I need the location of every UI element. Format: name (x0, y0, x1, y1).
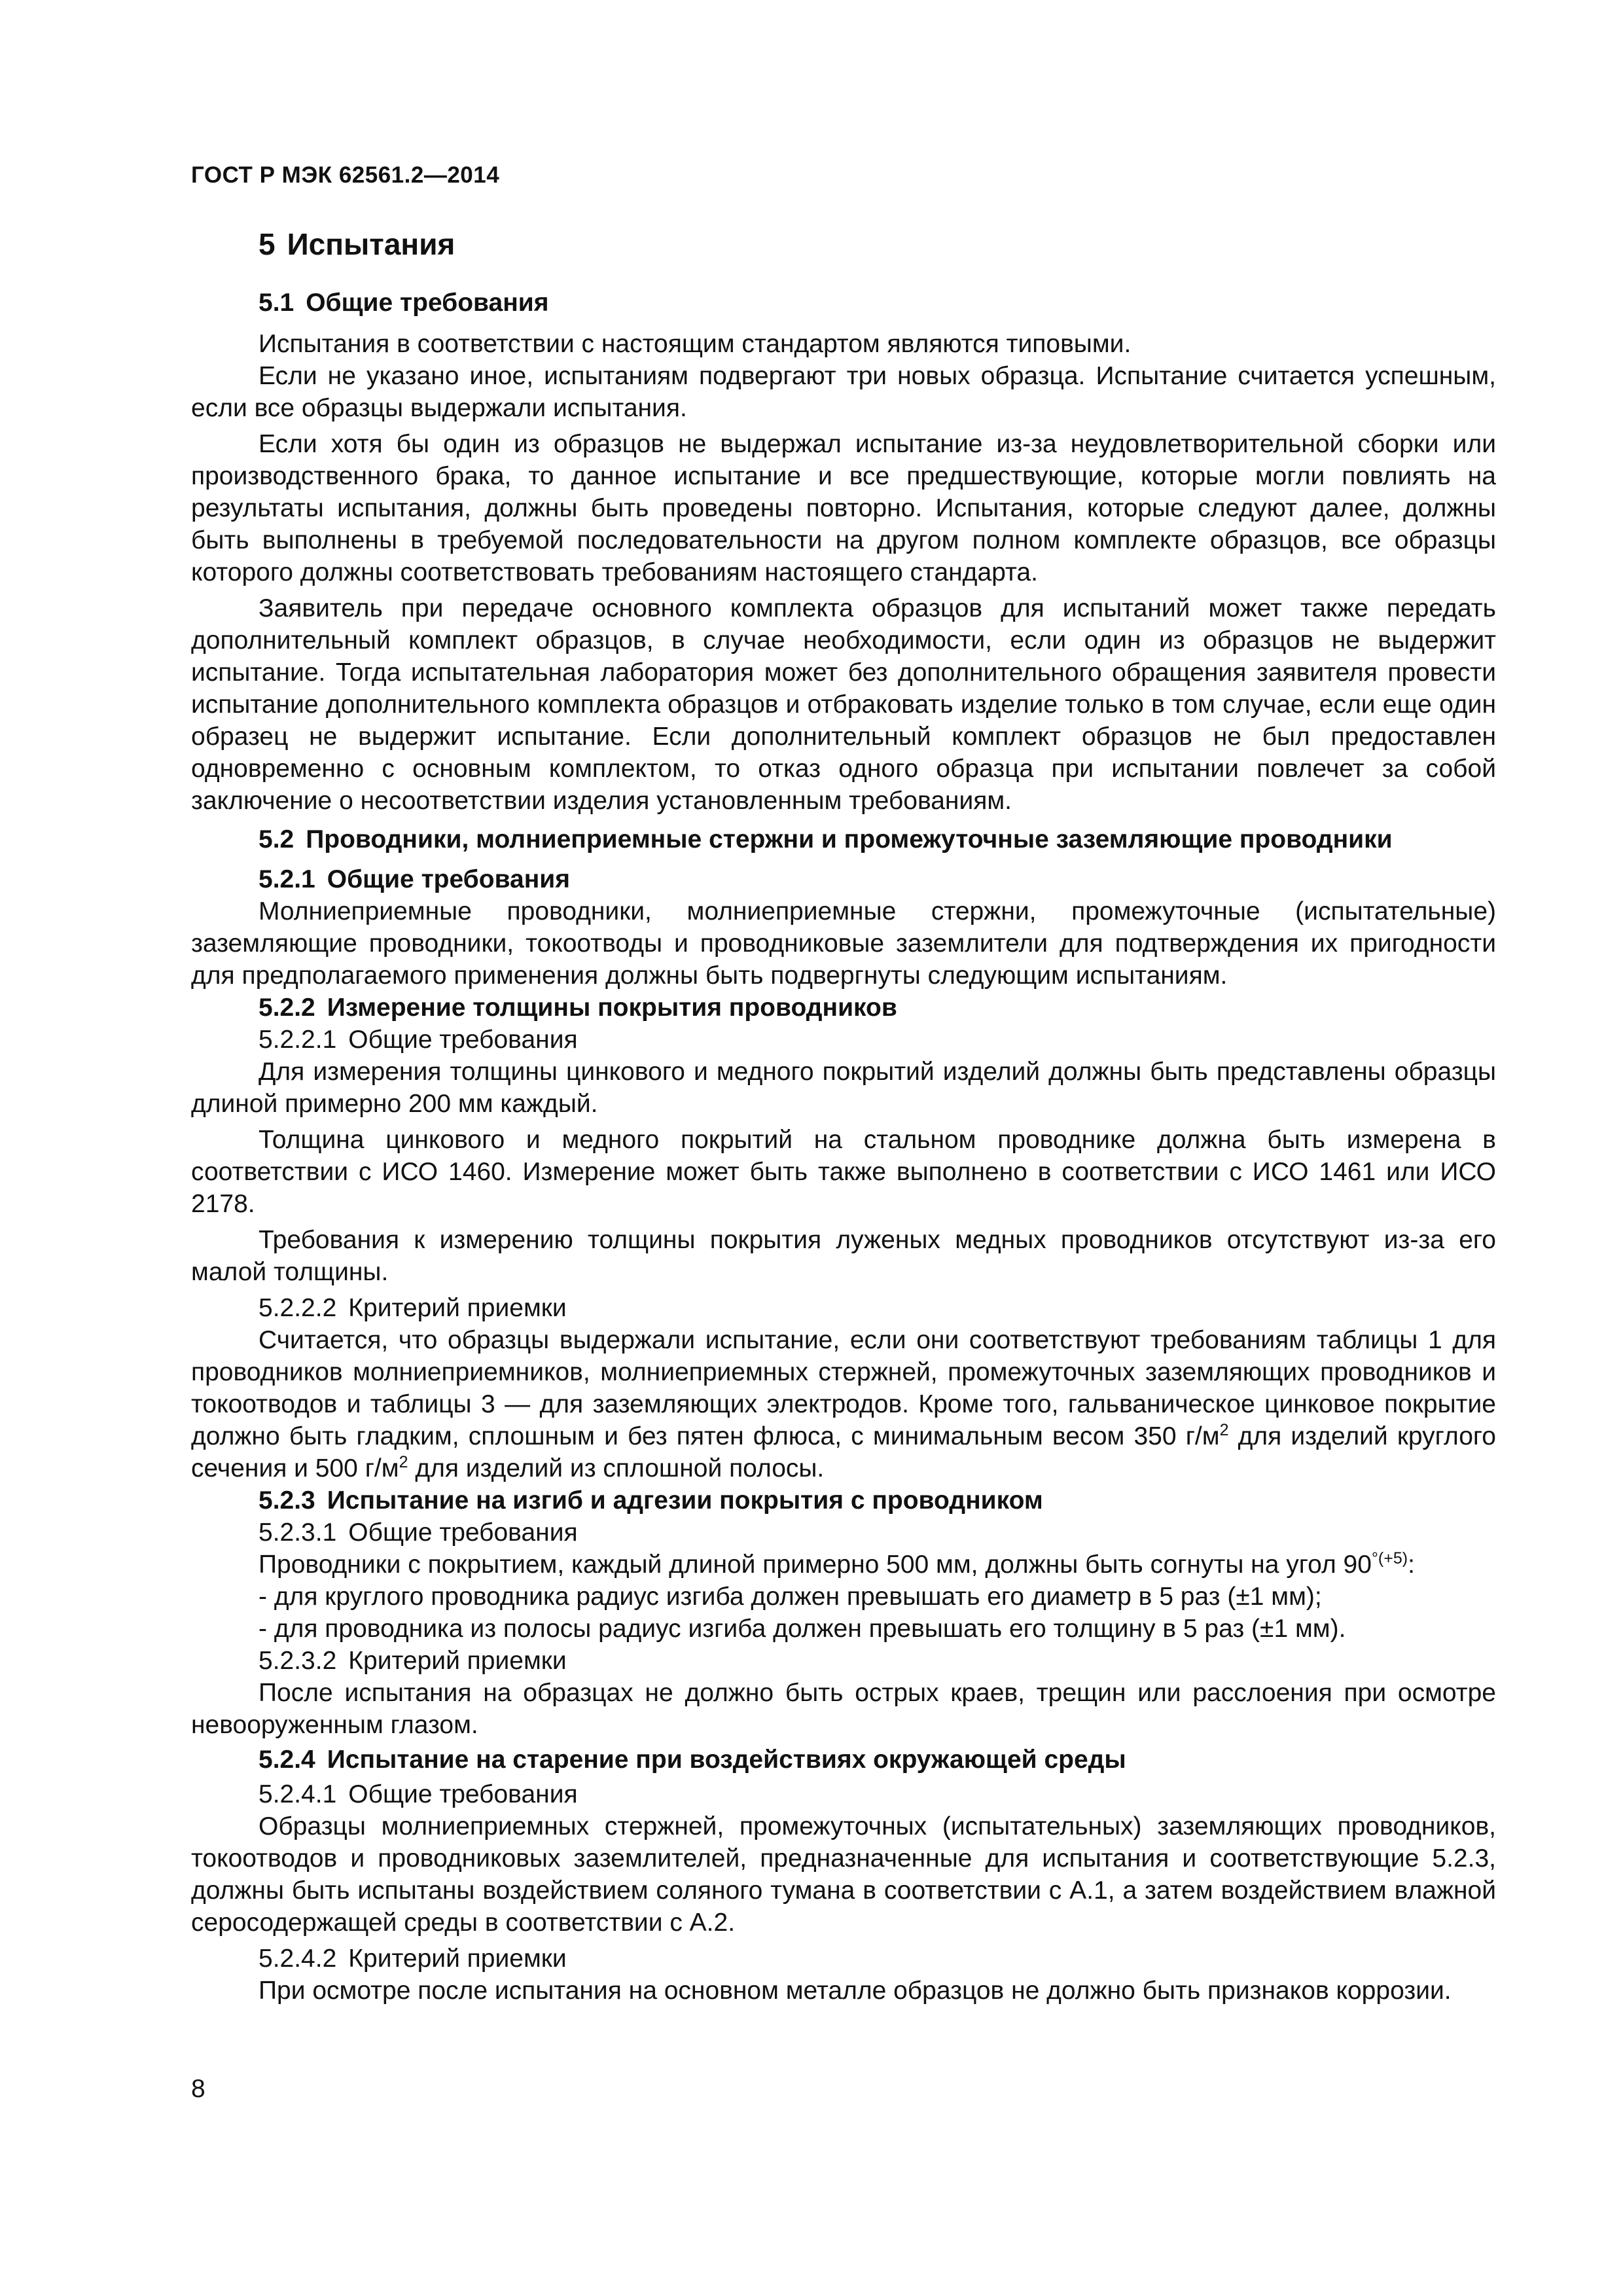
text-run: : (1408, 1551, 1415, 1579)
paragraph: Если хотя бы один из образцов не выдержал испытание из-за неудовлетворительной сборки или производственного брака, то данное испытание и все предшествующие, которые могли повлиять на результаты испытания, должны быть проведены повторно. Испытания, которые следуют далее, должны быть выполнены в требуемой последовательности на другом полном комплекте образцов, все образцы которого должны соответствовать требованиям настоящего стандарта. (191, 430, 1496, 586)
paragraph (191, 1549, 1496, 1581)
section-5-2-4-2-heading (191, 1943, 1496, 1975)
list-item: - для проводника из полосы радиус изгиба должен превышать его толщину в 5 раз (±1 мм). (259, 1615, 1346, 1643)
paragraph: Толщина цинкового и медного покрытий на стальном проводнике должна быть измерена в соответствии с ИСО 1460. Измерение может быть также выполнено в соответствии с ИСО 1461 или ИСО 2178. (191, 1126, 1496, 1218)
list-item: - для круглого проводника радиус изгиба должен превышать его диаметр в 5 раз (±1 мм); (259, 1583, 1322, 1611)
superscript: 2 (399, 1453, 408, 1471)
superscript: 2 (1219, 1421, 1229, 1439)
section-5-2-3-1-heading (191, 1516, 1496, 1549)
section-5-2-2-2-heading (191, 1292, 1496, 1324)
section-title: Общие требования (306, 289, 549, 317)
paragraph: Если не указано иное, испытаниям подвергают три новых образца. Испытание считается успешным, если все образцы выдержали испытания. (191, 362, 1496, 422)
paragraph: Молниеприемные проводники, молниеприемные стержни, промежуточные (испытательные) заземляющие проводники, токоотводы и проводниковые заземлители для подтверждения их пригодности для предполагаемого применения должны быть подвергнуты следующим испытаниям. (191, 897, 1496, 990)
section-number: 5.2.2.2 (259, 1294, 337, 1322)
section-5-2-4-1-heading (191, 1778, 1496, 1810)
section-number: 5 (259, 227, 276, 261)
section-title: Критерий приемки (348, 1945, 567, 1973)
section-5-2-3-heading (191, 1484, 1496, 1516)
text-run: для изделий из сплошной полосы. (408, 1454, 825, 1482)
section-number: 5.2.1 (259, 865, 315, 893)
section-number: 5.2.4.1 (259, 1780, 337, 1808)
section-number: 5.2.3.1 (259, 1518, 337, 1547)
paragraph: Для измерения толщины цинкового и медного покрытий изделий должны быть представлены образцы длиной примерно 200 мм каждый. (191, 1058, 1496, 1118)
section-5-2-4-heading (191, 1744, 1496, 1776)
section-number: 5.2.4 (259, 1746, 315, 1774)
section-5-heading (259, 225, 1496, 263)
section-number: 5.2 (259, 825, 294, 853)
document-header: ГОСТ Р МЭК 62561.2—2014 (191, 162, 500, 188)
section-title: Критерий приемки (348, 1647, 567, 1675)
section-title: Испытание на изгиб и адгезии покрытия с проводником (327, 1486, 1043, 1515)
section-number: 5.2.3 (259, 1486, 315, 1515)
superscript: °(+5) (1371, 1549, 1408, 1568)
section-title: Общие требования (327, 865, 571, 893)
paragraph: Испытания в соответствии с настоящим стандартом являются типовыми. (259, 330, 1132, 358)
paragraph: После испытания на образцах не должно быть острых краев, трещин или расслоения при осмотре невооруженным глазом. (191, 1679, 1496, 1739)
section-title: Общие требования (348, 1518, 578, 1547)
paragraph: Образцы молниеприемных стержней, промежуточных (испытательных) заземляющих проводников, токоотводов и проводниковых заземлителей, предназначенные для испытания и соответствующие 5.2.3, должны быть испытаны воздействием соляного тумана в соответствии с А.1, а затем воздействием влажной серосодержащей среды в соответствии с А.2. (191, 1812, 1496, 1937)
section-5-2-2-1-heading (191, 1024, 1496, 1056)
section-number: 5.2.2.1 (259, 1026, 337, 1054)
section-title: Общие требования (348, 1026, 578, 1054)
section-title: Испытания (287, 227, 455, 261)
paragraph: Заявитель при передаче основного комплекта образцов для испытаний может также передать дополнительный комплект образцов, в случае необходимости, если один из образцов не выдержит испытание. Тогда испытательная лаборатория может без дополнительного обращения заявителя провести испытание дополнительного комплекта образцов и отбраковать изделие только в том случае, если еще один образец не выдержит испытание. Если дополнительный комплект образцов не был предоставлен одновременно с основным комплектом, то отказ одного образца при испытании повлечет за собой заключение о несоответствии изделия установленным требованиям. (191, 594, 1496, 815)
document-body (191, 225, 1496, 2007)
section-title: Испытание на старение при воздействиях окружающей среды (327, 1746, 1126, 1774)
section-5-2-1-heading (191, 863, 1496, 895)
section-5-2-2-heading (191, 992, 1496, 1024)
section-number: 5.2.2 (259, 994, 315, 1022)
paragraph: При осмотре после испытания на основном металле образцов не должно быть признаков коррозии. (259, 1977, 1452, 2005)
section-number: 5.2.3.2 (259, 1647, 337, 1675)
section-5-2-heading (191, 823, 1496, 855)
page-number: 8 (191, 2075, 205, 2103)
section-title: Критерий приемки (348, 1294, 567, 1322)
paragraph: Требования к измерению толщины покрытия луженых медных проводников отсутствуют из-за его малой толщины. (191, 1226, 1496, 1286)
section-title: Проводники, молниеприемные стержни и промежуточные заземляющие проводники (306, 825, 1393, 853)
section-5-2-3-2-heading (191, 1645, 1496, 1677)
section-number: 5.1 (259, 289, 294, 317)
section-5-1-heading (191, 287, 1496, 319)
text-run: для изделий круглого сечения и 500 г/м (191, 1422, 1496, 1482)
paragraph (191, 1324, 1496, 1484)
text-run: Проводники с покрытием, каждый длиной примерно 500 мм, должны быть согнуты на угол 90 (259, 1551, 1372, 1579)
section-title: Измерение толщины покрытия проводников (327, 994, 897, 1022)
section-title: Общие требования (348, 1780, 578, 1808)
section-number: 5.2.4.2 (259, 1945, 337, 1973)
text-run: Считается, что образцы выдержали испытание, если они соответствуют требованиям таблицы 1 для проводников молниеприемников, молниеприемных стержней, промежуточных заземляющих проводников и токоотводов и таблицы 3 — для заземляющих электродов. Кроме того, гальваническое цинковое покрытие должно быть гладким, сплошным и без пятен флюса, с минимальным весом 350 г/м (191, 1326, 1496, 1450)
